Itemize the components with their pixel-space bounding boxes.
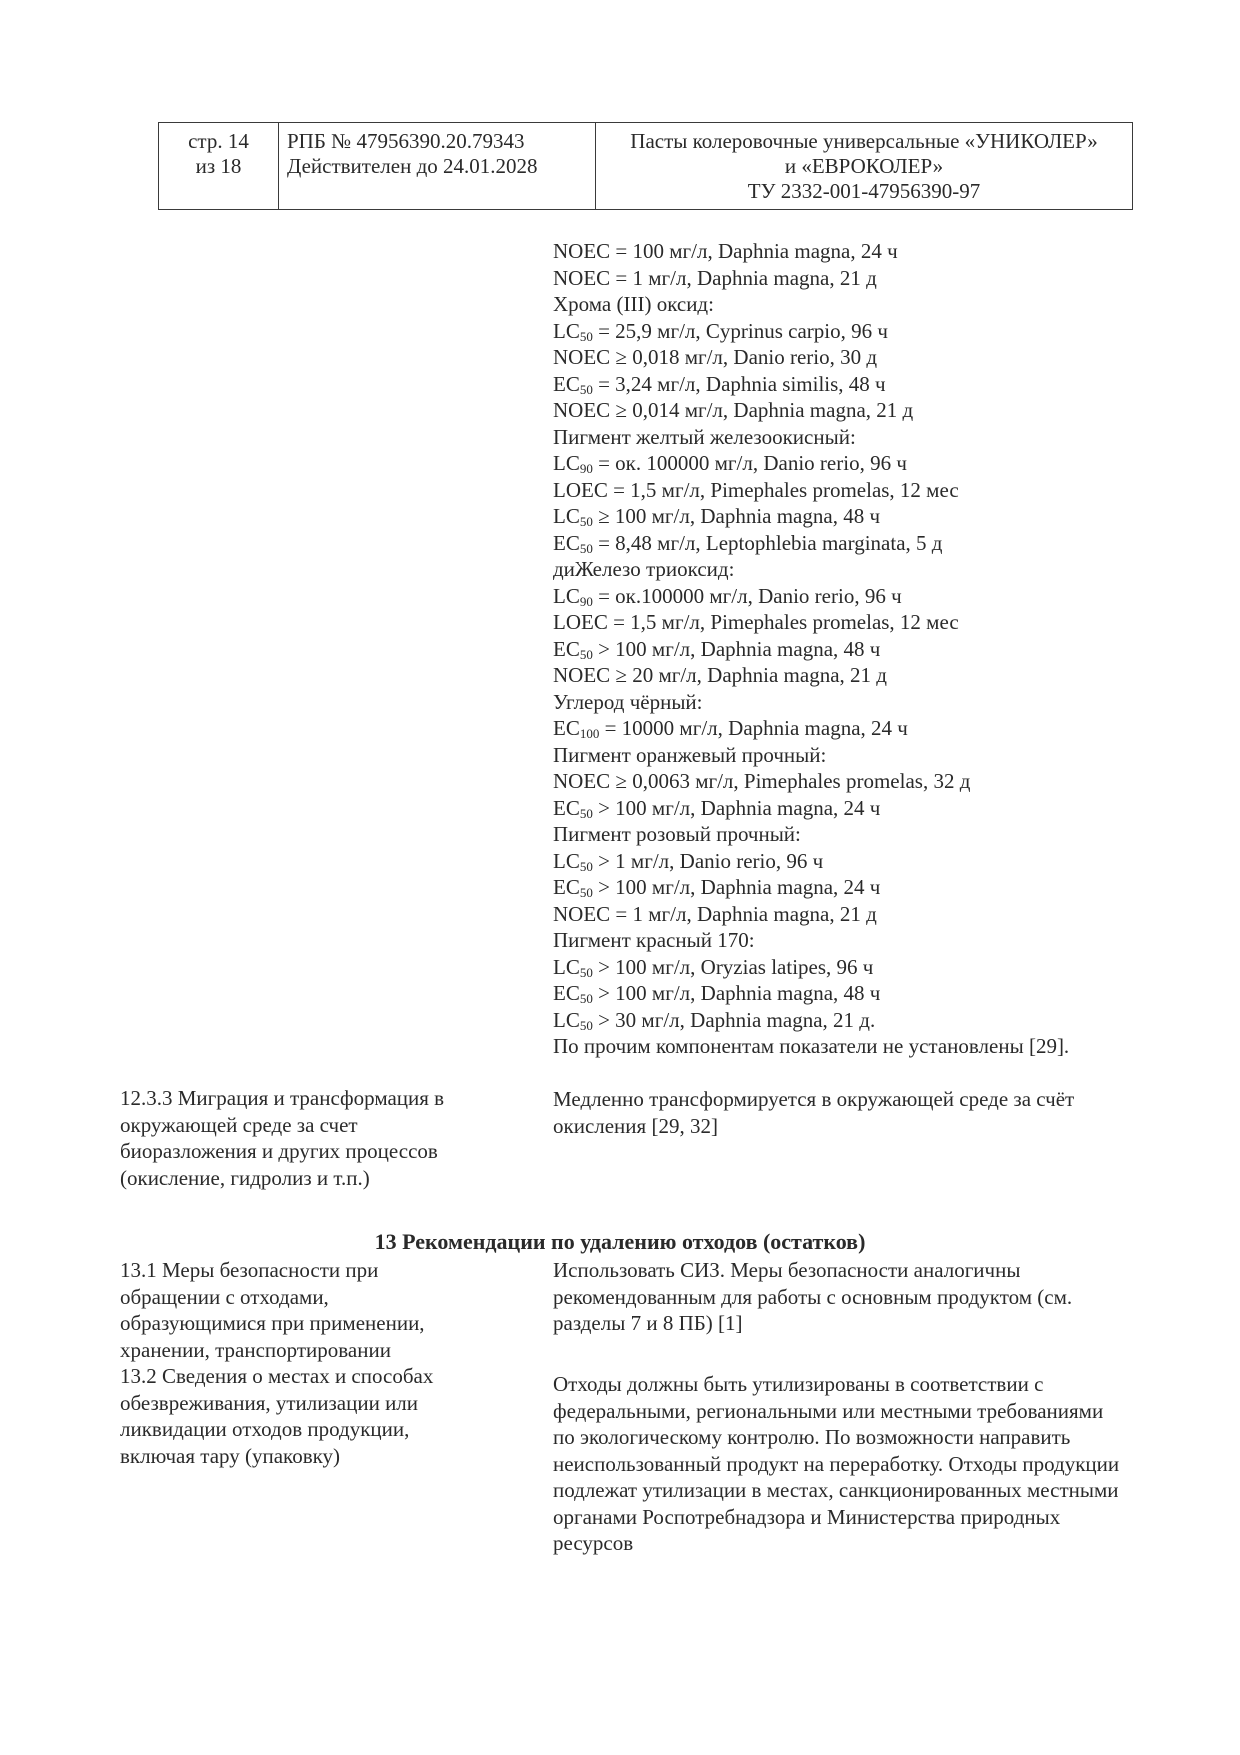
ecotox-line: NOEC ≥ 0,0063 мг/л, Pimephales promelas, 32 д xyxy=(553,769,971,793)
ecotox-line: NOEC = 1 мг/л, Daphnia magna, 21 д xyxy=(553,901,877,926)
ecotox-line: $EC_{50} > 100$ мг/л, Daphnia magna, 48 ч xyxy=(553,636,881,662)
label-line: (окисление, гидролиз и т.п.) xyxy=(120,1165,370,1190)
ecotox-line: $LC_{50} = 25,9$ мг/л, Cyprinus carpio, 96 ч xyxy=(553,318,888,344)
other-components-note: По прочим компонентам показатели не установлены [29]. xyxy=(553,1034,1070,1058)
ecotox-line: NOEC = 1 мг/л, Daphnia magna, 21 д xyxy=(553,265,877,290)
document-header xyxy=(158,122,1133,210)
label-line: ликвидации отходов продукции, xyxy=(120,1417,410,1441)
label-line: 12.3.3 Миграция и трансформация в xyxy=(120,1086,445,1110)
page-number-cell xyxy=(159,123,279,210)
ecotox-line: $LC_{90} = ок.100000$ мг/л, Danio rerio, 96 ч xyxy=(553,583,902,609)
ecotox-line: $EC_{50} > 100$ мг/л, Daphnia magna, 48 ч xyxy=(553,981,881,1006)
section-13-2-text: Отходы должны быть утилизированы в соответствии с федеральными, региональными или местными требованиями по экологическому контролю. По возможности направить неиспользованный продукт на переработку. Отходы продукции подлежат утилизации в местах, санкционированных местными органами Роспотребнадзора и Министерства природных ресурсов xyxy=(553,1372,1120,1555)
section-12-3-3-label xyxy=(120,1085,520,1191)
ecotox-line: $EC_{100} = 10000$ мг/л, Daphnia magna, 24 ч xyxy=(553,716,908,741)
ecotox-line: диЖелезо триоксид: xyxy=(553,557,735,581)
ecotox-line: Пигмент розовый прочный: xyxy=(553,822,801,846)
label-line: включая тару (упаковку) xyxy=(120,1443,341,1468)
ecotox-line: LOEC = 1,5 мг/л, Pimephales promelas, 12 мес xyxy=(553,610,959,634)
ecotox-line: Углерод чёрный: xyxy=(553,689,703,714)
product-name-line2: и «ЕВРОКОЛЕР» xyxy=(784,154,944,178)
ecotox-line: $EC_{50} = 3,24$ мг/л, Daphnia similis, 48 ч xyxy=(553,371,886,397)
ecotoxicity-list xyxy=(553,238,1125,1033)
ecotox-line: $LC_{50} > 1$ мг/л, Danio rerio, 96 ч xyxy=(553,848,824,874)
valid-until: Действителен до 24.01.2028 xyxy=(287,154,538,178)
label-line: обезвреживания, утилизации или xyxy=(120,1390,419,1415)
ecotox-line: $EC_{50} > 100$ мг/л, Daphnia magna, 24 ч xyxy=(553,875,881,900)
ecotox-line: Хрома (III) оксид: xyxy=(553,292,714,316)
rpb-number: РПБ № 47956390.20.79343 xyxy=(287,129,525,153)
ecotox-line: $EC_{50} = 8,48$ мг/л, Leptophlebia marginata, 5 д xyxy=(553,530,943,556)
label-line: образующимися при применении, xyxy=(120,1311,425,1335)
ecotox-line: Пигмент оранжевый прочный: xyxy=(553,742,827,767)
section-13-1-label xyxy=(120,1257,520,1363)
product-spec: ТУ 2332-001-47956390-97 xyxy=(747,179,981,203)
label-line: хранении, транспортировании xyxy=(120,1337,391,1362)
ecotox-line: NOEC ≥ 0,018 мг/л, Danio rerio, 30 д xyxy=(553,345,878,369)
section-13-1-text: Использовать СИЗ. Меры безопасности аналогичны рекомендованным для работы с основным продуктом (см. разделы 7 и 8 ПБ) [1] xyxy=(553,1258,1073,1335)
label-line: биоразложения и других процессов xyxy=(120,1139,438,1163)
ecotox-line: $LC_{50} > 30$ мг/л, Daphnia magna, 21 д. xyxy=(553,1007,876,1033)
page-total: из 18 xyxy=(195,154,242,178)
label-line: обращении с отходами, xyxy=(120,1284,329,1309)
ecotox-line: Пигмент желтый железоокисный: xyxy=(553,424,856,449)
ecotox-line: LOEC = 1,5 мг/л, Pimephales promelas, 12 мес xyxy=(553,477,959,502)
ecotox-line: NOEC ≥ 0,014 мг/л, Daphnia magna, 21 д xyxy=(553,398,914,422)
ecotox-line: $LC_{50} \ge 100$ мг/л, Daphnia magna, 48 ч xyxy=(553,504,881,529)
section-13-2-label xyxy=(120,1363,520,1469)
label-line: 13.2 Сведения о местах и способах xyxy=(120,1364,434,1388)
ecotox-line: NOEC = 100 мг/л, Daphnia magna, 24 ч xyxy=(553,239,898,263)
label-line: окружающей среде за счет xyxy=(120,1112,358,1137)
section-12-3-3-text: Медленно трансформируется в окружающей среде за счёт окисления [29, 32] xyxy=(553,1087,1075,1138)
ecotox-line: $LC_{90}$ = ок. 100000 мг/л, Danio rerio, 96 ч xyxy=(553,451,907,476)
section-13-title: 13 Рекомендации по удалению отходов (остатков) xyxy=(374,1229,866,1254)
ecotox-line: $EC_{50} > 100$ мг/л, Daphnia magna, 24 ч xyxy=(553,795,881,821)
product-cell xyxy=(596,123,1133,210)
ecotox-line: NOEC ≥ 20 мг/л, Daphnia magna, 21 д xyxy=(553,663,887,687)
label-line: 13.1 Меры безопасности при xyxy=(120,1258,379,1282)
page-label: стр. 14 xyxy=(188,129,249,153)
ecotox-line: Пигмент красный 170: xyxy=(553,928,755,952)
ecotox-line: $LC_{50} > 100$ мг/л, Oryzias latipes, 96 ч xyxy=(553,954,874,980)
product-name-line1: Пасты колеровочные универсальные «УНИКОЛЕР» xyxy=(630,129,1098,153)
registration-cell xyxy=(279,123,596,210)
